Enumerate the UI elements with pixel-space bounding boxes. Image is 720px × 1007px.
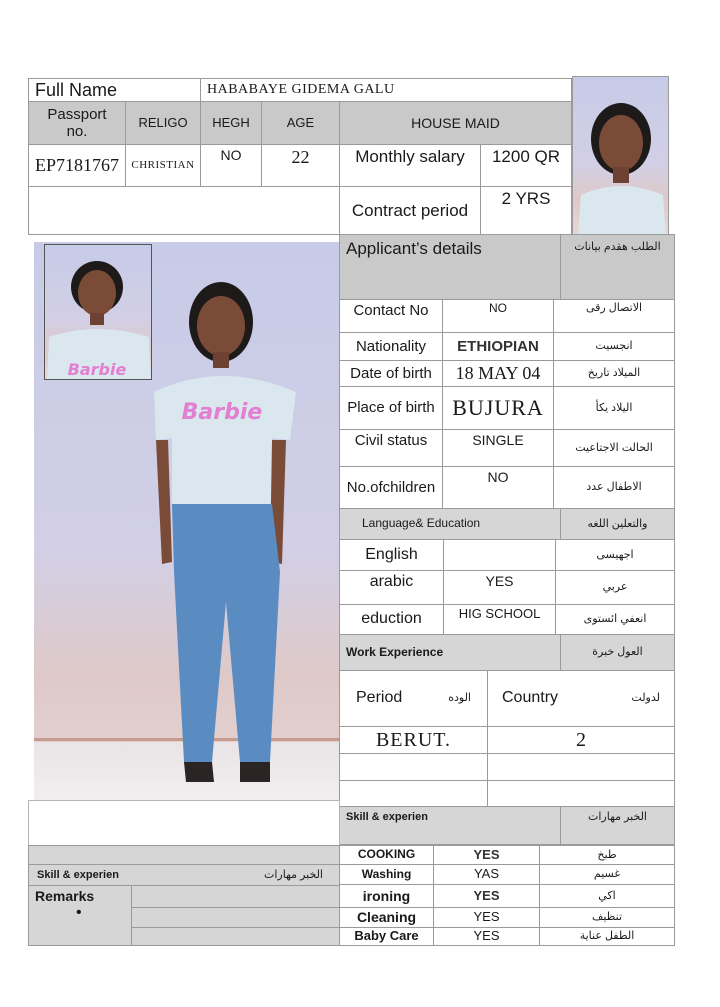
civil-status-value: SINGLE xyxy=(442,429,554,467)
position-label: HOUSE MAID xyxy=(339,101,572,145)
children-value: NO xyxy=(442,466,554,509)
height-value: NO xyxy=(200,144,262,187)
children-label: No.ofchildren xyxy=(339,466,443,509)
left-skills-title: Skill & experien xyxy=(37,868,119,881)
skill-ironing-label: ironing xyxy=(339,884,434,908)
religion-value: CHRISTIAN xyxy=(125,144,201,187)
skill-ironing-value: YES xyxy=(433,884,540,908)
monthly-salary-value: 1200 QR xyxy=(480,144,572,187)
skill-babycare-ar: الطفل عناية xyxy=(539,927,675,946)
nationality-value: ETHIOPIAN xyxy=(442,332,554,361)
skill-cooking-value: YES xyxy=(433,845,540,865)
left-skills-title-ar: الخبر مهارات xyxy=(264,868,323,881)
arabic-label: arabic xyxy=(339,570,444,605)
remarks-line xyxy=(131,885,340,908)
age-label: AGE xyxy=(261,101,340,145)
contact-no-label: Contact No xyxy=(339,299,443,333)
work-empty-cell xyxy=(339,780,488,807)
place-of-birth-label: Place of birth xyxy=(339,386,443,430)
period-ar: الوده xyxy=(448,692,471,705)
full-body-photo xyxy=(34,242,340,800)
education-label: eduction xyxy=(339,604,444,635)
work-empty-cell xyxy=(487,780,675,807)
skill-washing-ar: غسيم xyxy=(539,864,675,885)
place-of-birth-ar: اليلاد يكأ xyxy=(553,386,675,430)
skill-cleaning-label: Cleaning xyxy=(339,907,434,928)
left-skills-title-row xyxy=(28,864,340,886)
skill-cooking-label: COOKING xyxy=(339,845,434,865)
skill-babycare-value: YES xyxy=(433,927,540,946)
nationality-label: Nationality xyxy=(339,332,443,361)
age-value: 22 xyxy=(261,144,340,187)
blank-cell xyxy=(28,800,340,846)
work-experience-title-ar: العول خبرة xyxy=(560,634,675,671)
work-empty-cell xyxy=(487,753,675,781)
language-title: Language& Education xyxy=(339,508,561,540)
english-label: English xyxy=(339,539,444,571)
civil-status-label: Civil status xyxy=(339,429,443,467)
place-of-birth-value: BUJURA xyxy=(442,386,554,430)
education-ar: انعفي ائستوى xyxy=(555,604,675,635)
country-ar: لدولت xyxy=(631,692,660,705)
full-name-value: HABABAYE GIDEMA GALU xyxy=(200,78,572,102)
date-of-birth-label: Date of birth xyxy=(339,360,443,387)
civil-status-ar: الحالت الاجتاعيت xyxy=(553,429,675,467)
contact-no-ar: الاتصال رقى xyxy=(553,299,675,333)
skill-ironing-ar: اكي xyxy=(539,884,675,908)
blank-cell xyxy=(28,186,340,235)
english-value xyxy=(443,539,556,571)
person-portrait-icon xyxy=(573,77,669,235)
work-period-value: 2 xyxy=(487,726,675,754)
remarks-line xyxy=(131,907,340,928)
work-country-value: BERUT. xyxy=(339,726,488,754)
period-label: Period xyxy=(356,689,403,707)
arabic-ar: عربي xyxy=(555,570,675,605)
skill-cleaning-value: YES xyxy=(433,907,540,928)
date-of-birth-value: 18 MAY 04 xyxy=(442,360,554,387)
skill-babycare-label: Baby Care xyxy=(339,927,434,946)
contract-period-value: 2 YRS xyxy=(480,186,572,235)
skills-title-ar: الخبر مهارات xyxy=(560,806,675,845)
skill-washing-value: YAS xyxy=(433,864,540,885)
country-header xyxy=(487,670,675,727)
passport-photo xyxy=(572,76,669,235)
religion-label: RELIGO xyxy=(125,101,201,145)
skill-cleaning-ar: تنظيف xyxy=(539,907,675,928)
remarks-bullet: • xyxy=(76,904,82,921)
remarks-label: Remarks xyxy=(28,885,132,946)
contract-period-label: Contract period xyxy=(339,186,481,235)
skill-cooking-ar: طبخ xyxy=(539,845,675,865)
shirt-text: Barbie xyxy=(181,400,263,425)
work-empty-cell xyxy=(339,753,488,781)
height-label: HEGH xyxy=(200,101,262,145)
passport-value: EP7181767 xyxy=(28,144,126,187)
left-skills-header xyxy=(28,845,340,865)
education-value: HIG SCHOOL xyxy=(443,604,556,635)
nationality-ar: انجسيت xyxy=(553,332,675,361)
english-ar: اجهيسى xyxy=(555,539,675,571)
language-title-ar: والتعلين اللغه xyxy=(560,508,675,540)
remarks-line xyxy=(131,927,340,946)
country-label: Country xyxy=(502,689,559,707)
date-of-birth-ar: الميلاد تاريخ xyxy=(553,360,675,387)
contact-no-value: NO xyxy=(442,299,554,333)
passport-label: Passport no. xyxy=(28,101,126,145)
arabic-value: YES xyxy=(443,570,556,605)
children-ar: الاطفال عدد xyxy=(553,466,675,509)
work-experience-title: Work Experience xyxy=(339,634,561,671)
applicant-details-title: Applicant’s details xyxy=(339,234,561,300)
skills-title: Skill & experien xyxy=(339,806,561,845)
skill-washing-label: Washing xyxy=(339,864,434,885)
standing-person-figure xyxy=(34,242,340,800)
full-name-label: Full Name xyxy=(28,78,201,102)
period-header xyxy=(339,670,488,727)
applicant-details-title-ar: الطلب هقدم بيانات xyxy=(560,234,675,300)
monthly-salary-label: Monthly salary xyxy=(339,144,481,187)
svg-text:Barbie: Barbie xyxy=(67,360,127,379)
